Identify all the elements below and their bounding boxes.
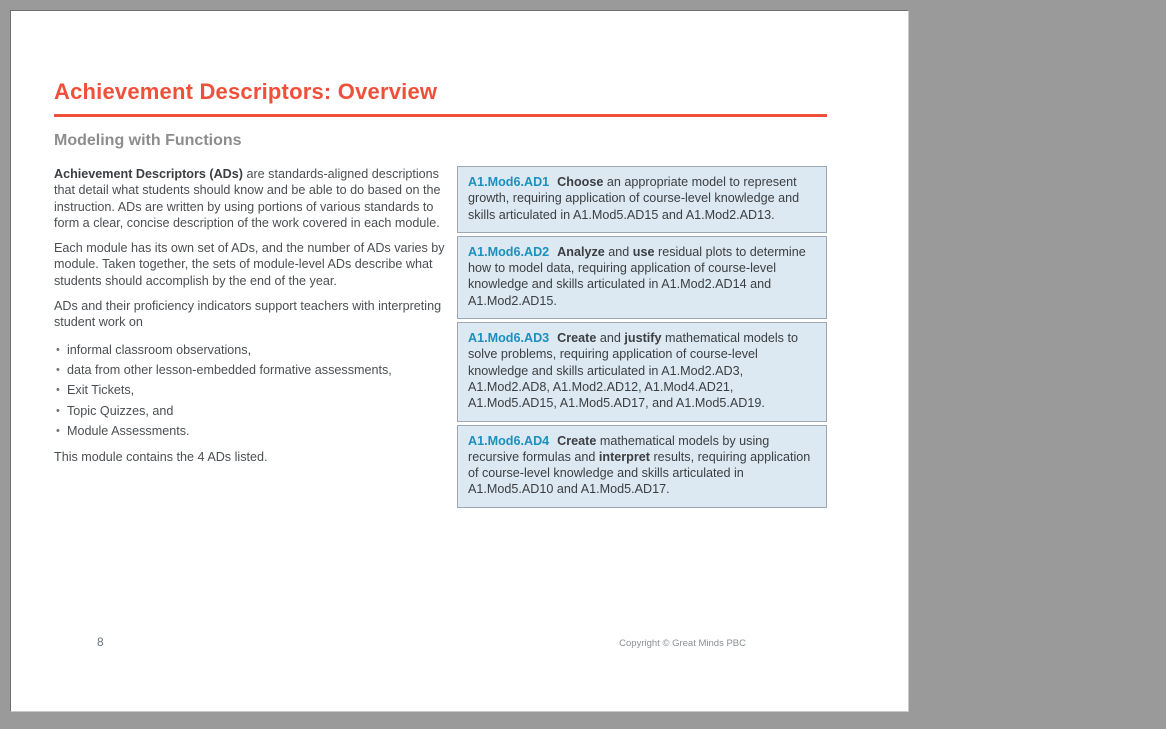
bullet-list [54, 342, 446, 439]
text-segment: results, requiring application of course-level knowledge and skills articulated in A1.Mod5.AD10 and A1.Mod5.AD17. [468, 449, 811, 497]
descriptor-box [457, 322, 827, 421]
descriptors-column [457, 166, 827, 511]
bold-text-segment: Create [557, 433, 597, 448]
descriptor-code: A1.Mod6.AD2 [468, 244, 550, 259]
intro-paragraphs [54, 166, 446, 331]
document-page [10, 10, 909, 712]
text-segment: an appropriate model to represent growth, requiring application of course-level knowledge and skills articulated in A1.Mod5.AD15 and A1.Mod2.AD13. [468, 175, 800, 222]
descriptor-box [457, 236, 827, 319]
bold-text-segment: Analyze [557, 244, 605, 259]
bold-text-segment: justify [624, 331, 662, 346]
bullet-item: • Topic Quizzes, and [54, 403, 446, 419]
intro-paragraph [54, 166, 446, 231]
page-number: 8 [97, 635, 104, 649]
page-content [54, 79, 827, 671]
descriptor-code: A1.Mod6.AD1 [468, 175, 550, 189]
descriptor-box [457, 166, 827, 233]
bold-text-segment: use [632, 244, 655, 259]
bullet-item: • informal classroom observations, [54, 342, 446, 358]
descriptor-code: A1.Mod6.AD4 [468, 433, 550, 448]
text-segment: are standards-aligned descriptions that detail what students should know and be able to do based on the instruction. ADs are written by using portions of various standards to form a clear, concise description of the work covered in each module. [54, 167, 441, 230]
text-segment: mathematical models by using recursive formulas and [468, 433, 770, 464]
intro-paragraph [54, 240, 446, 289]
page-title: Achievement Descriptors: Overview [54, 79, 438, 104]
page-subtitle: Modeling with Functions [54, 132, 242, 149]
two-column-layout [54, 166, 827, 511]
text-segment: residual plots to determine how to model data, requiring application of course-level knowledge and skills articulated in A1.Mod2.AD14 and A1.Mod2.AD15. [468, 244, 806, 308]
title-rule [54, 114, 827, 117]
descriptor-code: A1.Mod6.AD3 [468, 331, 550, 346]
bold-text-segment: Create [557, 331, 597, 346]
bold-text-segment: Achievement Descriptors (ADs) [54, 167, 243, 181]
text-segment: Each module has its own set of ADs, and the number of ADs varies by module. Taken together, the sets of module-level ADs describe what students should accomplish by the end of the year. [54, 241, 445, 288]
text-segment: ADs and their proficiency indicators support teachers with interpreting student work on [54, 299, 442, 330]
text-segment: and [604, 244, 633, 259]
bold-text-segment: Choose [557, 175, 604, 189]
bold-text-segment: interpret [598, 449, 650, 464]
intro-column [54, 166, 446, 474]
text-segment: and [596, 331, 625, 346]
bullet-item: • Exit Tickets, [54, 382, 446, 398]
descriptor-box [457, 425, 827, 508]
page-footer [97, 635, 746, 649]
bullet-item: • Module Assessments. [54, 423, 446, 439]
text-segment: mathematical models to solve problems, requiring application of course-level knowledge and skills articulated in A1.Mod2.AD3, A1.Mod2.AD8, A1.Mod2.AD12, A1.Mod4.AD21, A1.Mod5.AD15, A1.Mod5.AD17, and A1.Mod5.AD19. [468, 331, 798, 411]
bullet-item: • data from other lesson-embedded formative assessments, [54, 362, 446, 378]
closing-paragraph: This module contains the 4 ADs listed. [54, 450, 268, 465]
intro-paragraph [54, 298, 446, 331]
copyright-text: Copyright © Great Minds PBC [619, 638, 746, 649]
